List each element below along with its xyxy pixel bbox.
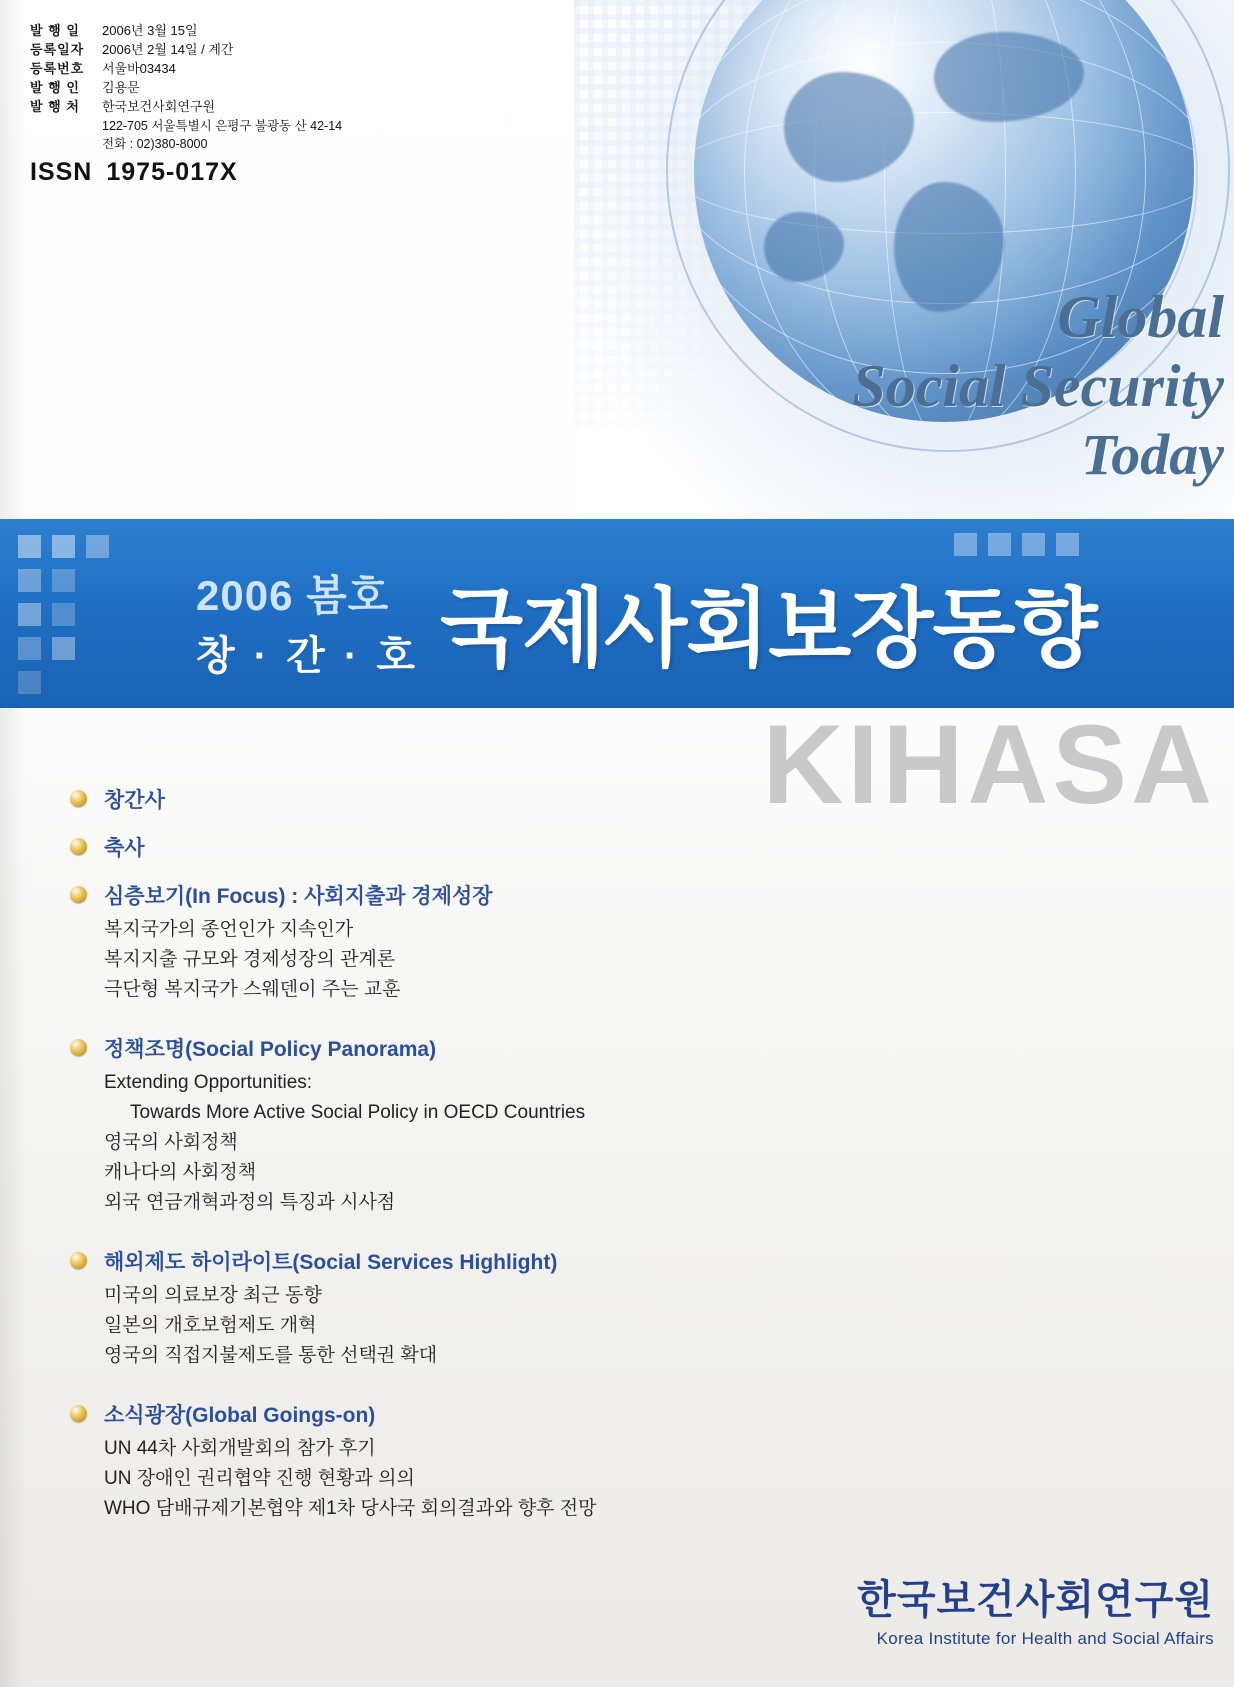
imprint-value: 2006년 2월 14일 / 계간: [102, 42, 234, 57]
contents-entry-title: 소식광장(Global Goings-on): [104, 1404, 376, 1427]
issue-year-label: 2006 봄호: [196, 572, 390, 619]
list-item: UN 44차 사회개발회의 참가 후기: [104, 1438, 376, 1459]
imprint-block: [30, 22, 450, 153]
imprint-value: 한국보건사회연구원: [102, 99, 216, 114]
banner-squares-left: [18, 535, 148, 693]
list-item: Extending Opportunities:: [104, 1072, 313, 1093]
imprint-label: 발 행 인: [30, 80, 80, 95]
contents-list: [70, 786, 710, 1542]
english-title-line-1: Global: [1057, 284, 1224, 350]
list-item: 미국의 의료보장 최근 동향: [104, 1285, 322, 1306]
publisher-block: [857, 1568, 1214, 1649]
english-title-line-3: Today: [1081, 422, 1224, 487]
contents-sub-list: [104, 1434, 710, 1524]
imprint-row: [30, 22, 450, 40]
issn-label: ISSN: [30, 158, 93, 186]
imprint-address: 122-705 서울특별시 은평구 불광동 산 42-14: [102, 119, 343, 133]
imprint-row: [30, 98, 450, 116]
kihasa-watermark: KIHASA: [762, 702, 1216, 827]
imprint-label: 등록번호: [30, 61, 85, 76]
contents-entry-title: 심층보기(In Focus) : 사회지출과 경제성장: [104, 885, 493, 908]
list-item: 복지지출 규모와 경제성장의 관계론: [104, 949, 396, 970]
list-item: UN 장애인 권리협약 진행 현황과 의의: [104, 1468, 415, 1489]
contents-sub-list: [104, 1281, 710, 1371]
contents-entry-title: 축사: [104, 837, 145, 860]
english-title-line-2: Social Security: [852, 353, 1224, 419]
list-item: 외국 연금개혁과정의 특징과 시사점: [104, 1192, 396, 1213]
bullet-icon: [70, 1405, 87, 1422]
contents-entry: [70, 834, 710, 864]
page-edge-shading: [0, 0, 26, 1687]
contents-entry: [70, 1248, 710, 1371]
list-item: 영국의 직접지불제도를 통한 선택권 확대: [104, 1345, 438, 1366]
magazine-title: 국제사회보장동향: [440, 581, 1097, 677]
list-item: 일본의 개호보험제도 개혁: [104, 1315, 317, 1336]
list-item: Towards More Active Social Policy in OECD Countries: [130, 1102, 586, 1123]
imprint-label: 발 행 일: [30, 23, 80, 38]
imprint-label: 발 행 처: [30, 99, 80, 114]
bullet-icon: [70, 1252, 87, 1269]
bullet-icon: [70, 1039, 87, 1056]
contents-entry: [70, 1035, 710, 1218]
imprint-value: 서울바03434: [102, 61, 176, 76]
publisher-name-korean: 한국보건사회연구원: [857, 1578, 1214, 1622]
imprint-label: 등록일자: [30, 42, 85, 57]
imprint-value: 2006년 3월 15일: [102, 23, 198, 38]
contents-entry-title: 정책조명(Social Policy Panorama): [104, 1038, 437, 1061]
contents-entry: [70, 786, 710, 816]
imprint-row: [30, 41, 450, 59]
imprint-phone: 전화 : 02)380-8000: [102, 137, 208, 151]
contents-sub-list: [104, 1068, 710, 1218]
contents-sub-list: [104, 915, 710, 1005]
list-item: WHO 담배규제기본협약 제1차 당사국 회의결과와 향후 전망: [104, 1498, 597, 1519]
issn-number: 1975-017X: [106, 158, 238, 186]
contents-entry: [70, 882, 710, 1005]
list-item: 영국의 사회정책: [104, 1132, 238, 1153]
imprint-value: 김용문: [102, 80, 140, 95]
contents-entry-title: 창간사: [104, 789, 165, 812]
publisher-name-english: Korea Institute for Health and Social Affairs: [876, 1629, 1214, 1648]
imprint-row: [30, 79, 450, 97]
contents-entry: [70, 1401, 710, 1524]
list-item: 캐나다의 사회정책: [104, 1162, 257, 1183]
inaugural-issue-label: 창 · 간 · 호: [196, 634, 420, 678]
contents-entry-title: 해외제도 하이라이트(Social Services Highlight): [104, 1251, 558, 1274]
bullet-icon: [70, 886, 87, 903]
list-item: 극단형 복지국가 스웨덴이 주는 교훈: [104, 979, 401, 1000]
imprint-row: [30, 60, 450, 78]
list-item: 복지국가의 종언인가 지속인가: [104, 919, 354, 940]
bullet-icon: [70, 838, 87, 855]
issn-line: [30, 158, 238, 187]
bullet-icon: [70, 790, 87, 807]
title-banner: [0, 519, 1234, 708]
